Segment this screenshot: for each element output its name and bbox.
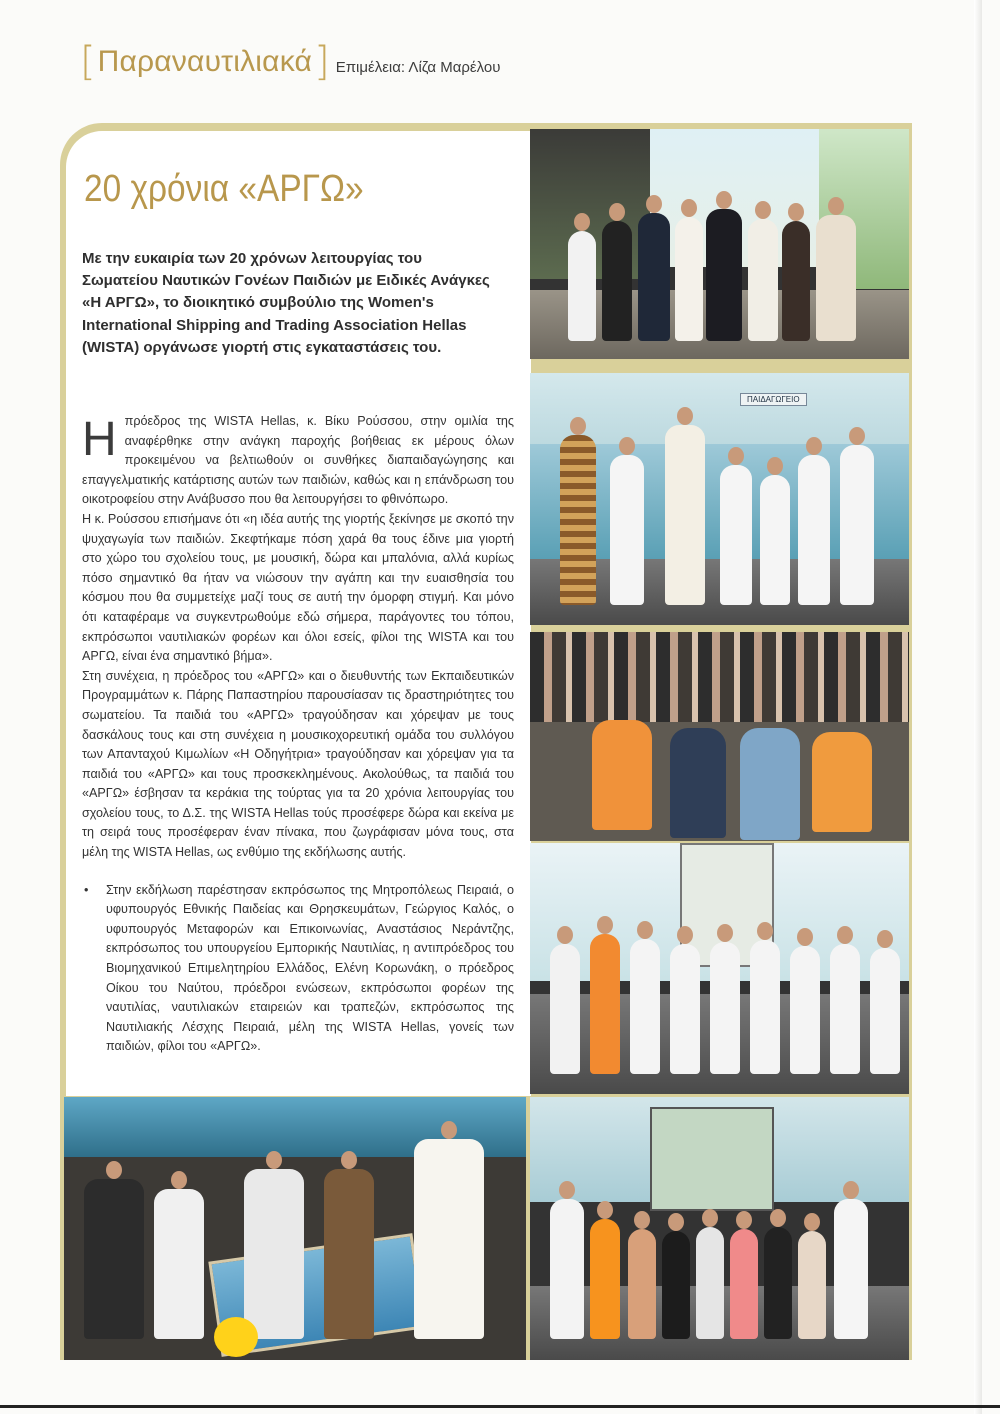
photo-officials-group [530,129,909,359]
photo-painting-gift [64,1097,526,1360]
page-bottom-rule [0,1405,1000,1408]
photo-costumed-children [530,1097,909,1360]
school-sign: ΠΑΙΔΑΓΩΓΕΙΟ [740,393,807,406]
header-open-bracket: [ [80,39,96,85]
body-paragraph-1-text: πρόεδρος της WISTA Hellas, κ. Βίκυ Ρούσσου, στην ομιλία της αναφέρθηκε στην ανάγκη παροχής βοήθειας εκ μέρους όλων προκειμένου να βελτιωθούν οι συνθήκες διαπαιδαγώγησης και επαγγελματικής κατάρτισης αυτών των παιδιών, καθώς και η επάνδρωση του οικοτροφείου στην Ανάβυσσο που θα λειτουργήσει το φθινόπωρο. [82,414,514,507]
section-header [80,40,500,84]
body-paragraph-1 [82,412,514,510]
bullet-icon: • [84,882,89,897]
attendees-bullet [82,881,514,1057]
photo-audience [530,632,909,841]
header-close-bracket: ] [314,39,330,85]
body-paragraph-3: Στη συνέχεια, η πρόεδρος του «ΑΡΓΩ» και ο διευθυντής των Εκπαιδευτικών Προγραμμάτων κ. Πάρης Παπαστηρίου παρουσίασαν τις δραστηριότητες του σωματείου. Τα παιδιά του «ΑΡΓΩ» τραγούδησαν και χόρεψαν με τους δασκάλους τους και στη συνέχεια η μουσικοχορευτική ομάδα του συλλόγου των Απανταχού Κιμωλίων «Η Οδηγήτρια» τραγούδησαν και χόρεψαν για τα παιδιά του «ΑΡΓΩ» και τους προσκεκλημένους. Ακολούθως, τα παιδιά του «ΑΡΓΩ» έσβησαν τα κεράκια της τούρτας για τα 20 χρόνια λειτουργίας του σχολείου τους, το Δ.Σ. της WISTA Hellas τούς προσέφερε δώρα και εκείνα με τη σειρά τους προσέφεραν έναν πίνακα, που ζωγράφισαν μόνα τους, στα μέλη της WISTA Hellas, ως ενθύμιο της εκδήλωσης αυτής. [82,668,514,860]
body-paragraph-2: Η κ. Ρούσσου επισήμανε ότι «η ιδέα αυτής της γιορτής ξεκίνησε με σκοπό την ψυχαγωγία των παιδιών. Σκεφτήκαμε πόση χαρά θα τους έδινε μια γιορτή στο χώρο του σχολείου τους, με μουσική, δώρα και μπαλόνια, αλλά κυρίως πόσο σημαντικό θα ήταν να νιώσουν την αγάπη και την ευαισθησία του κόσμου που θα συμμετείχε μαζί τους σε αυτή την όμορφη στιγμή. Και μόνο ότι καταφέραμε να συγκεντρωθούμε εδώ σήμερα, παράγοντες του τόπου, εκπρόσωποι ναυτιλιακών φορέων και όλοι εσείς, φίλοι της WISTA και του ΑΡΓΩ, είναι ένα σημαντικό βήμα». [82,511,514,664]
photo-dancing [530,843,909,1094]
section-title: Παραναυτιλιακά [97,45,313,78]
article-lead: Με την ευκαιρία των 20 χρόνων λειτουργίας του Σωματείου Ναυτικών Γονέων Παιδιών με Ειδικές Ανάγκες «Η ΑΡΓΩ», το διοικητικό συμβούλιο της Women's International Shipping and Trading Association Hellas (WISTA) οργάνωσε γιορτή στις εγκαταστάσεις του. [82,250,490,356]
drop-cap: Η [82,413,117,466]
photo-speech [530,373,909,625]
page-edge-shadow [974,0,982,1414]
article-title: 20 χρόνια «ΑΡΓΩ» [84,168,364,210]
article-body [82,412,514,1057]
editor-credit: Επιμέλεια: Λίζα Μαρέλου [335,58,501,76]
attendees-text: Στην εκδήλωση παρέστησαν εκπρόσωπος της Μητροπόλεως Πειραιά, ο υφυπουργός Εθνικής Παιδείας και Θρησκευμάτων, Γεώργιος Καλός, ο υφυπουργός Μεταφορών και Επικοινωνίας, Αναστάσιος Νεράντζης, εκπρόσωπος του υπουργείου Εμπορικής Ναυτιλίας, η αντιπρόεδρος του Βιομηχανικού Επιμελητηρίου Ελλάδος, Ελένη Κορωνάκη, ο πρόεδρος Οίκου του Ναύτου, πρόεδροι ενώσεων, εκπρόσωποι φορέων της ναυτιλίας, ναυτιλιακών εταιρειών και τραπεζών, εκπρόσωπος της Ναυτιλιακής Λέσχης Πειραιά, μέλη της WISTA Hellas, γονείς των παιδιών, φίλοι του «ΑΡΓΩ». [106,882,514,1054]
